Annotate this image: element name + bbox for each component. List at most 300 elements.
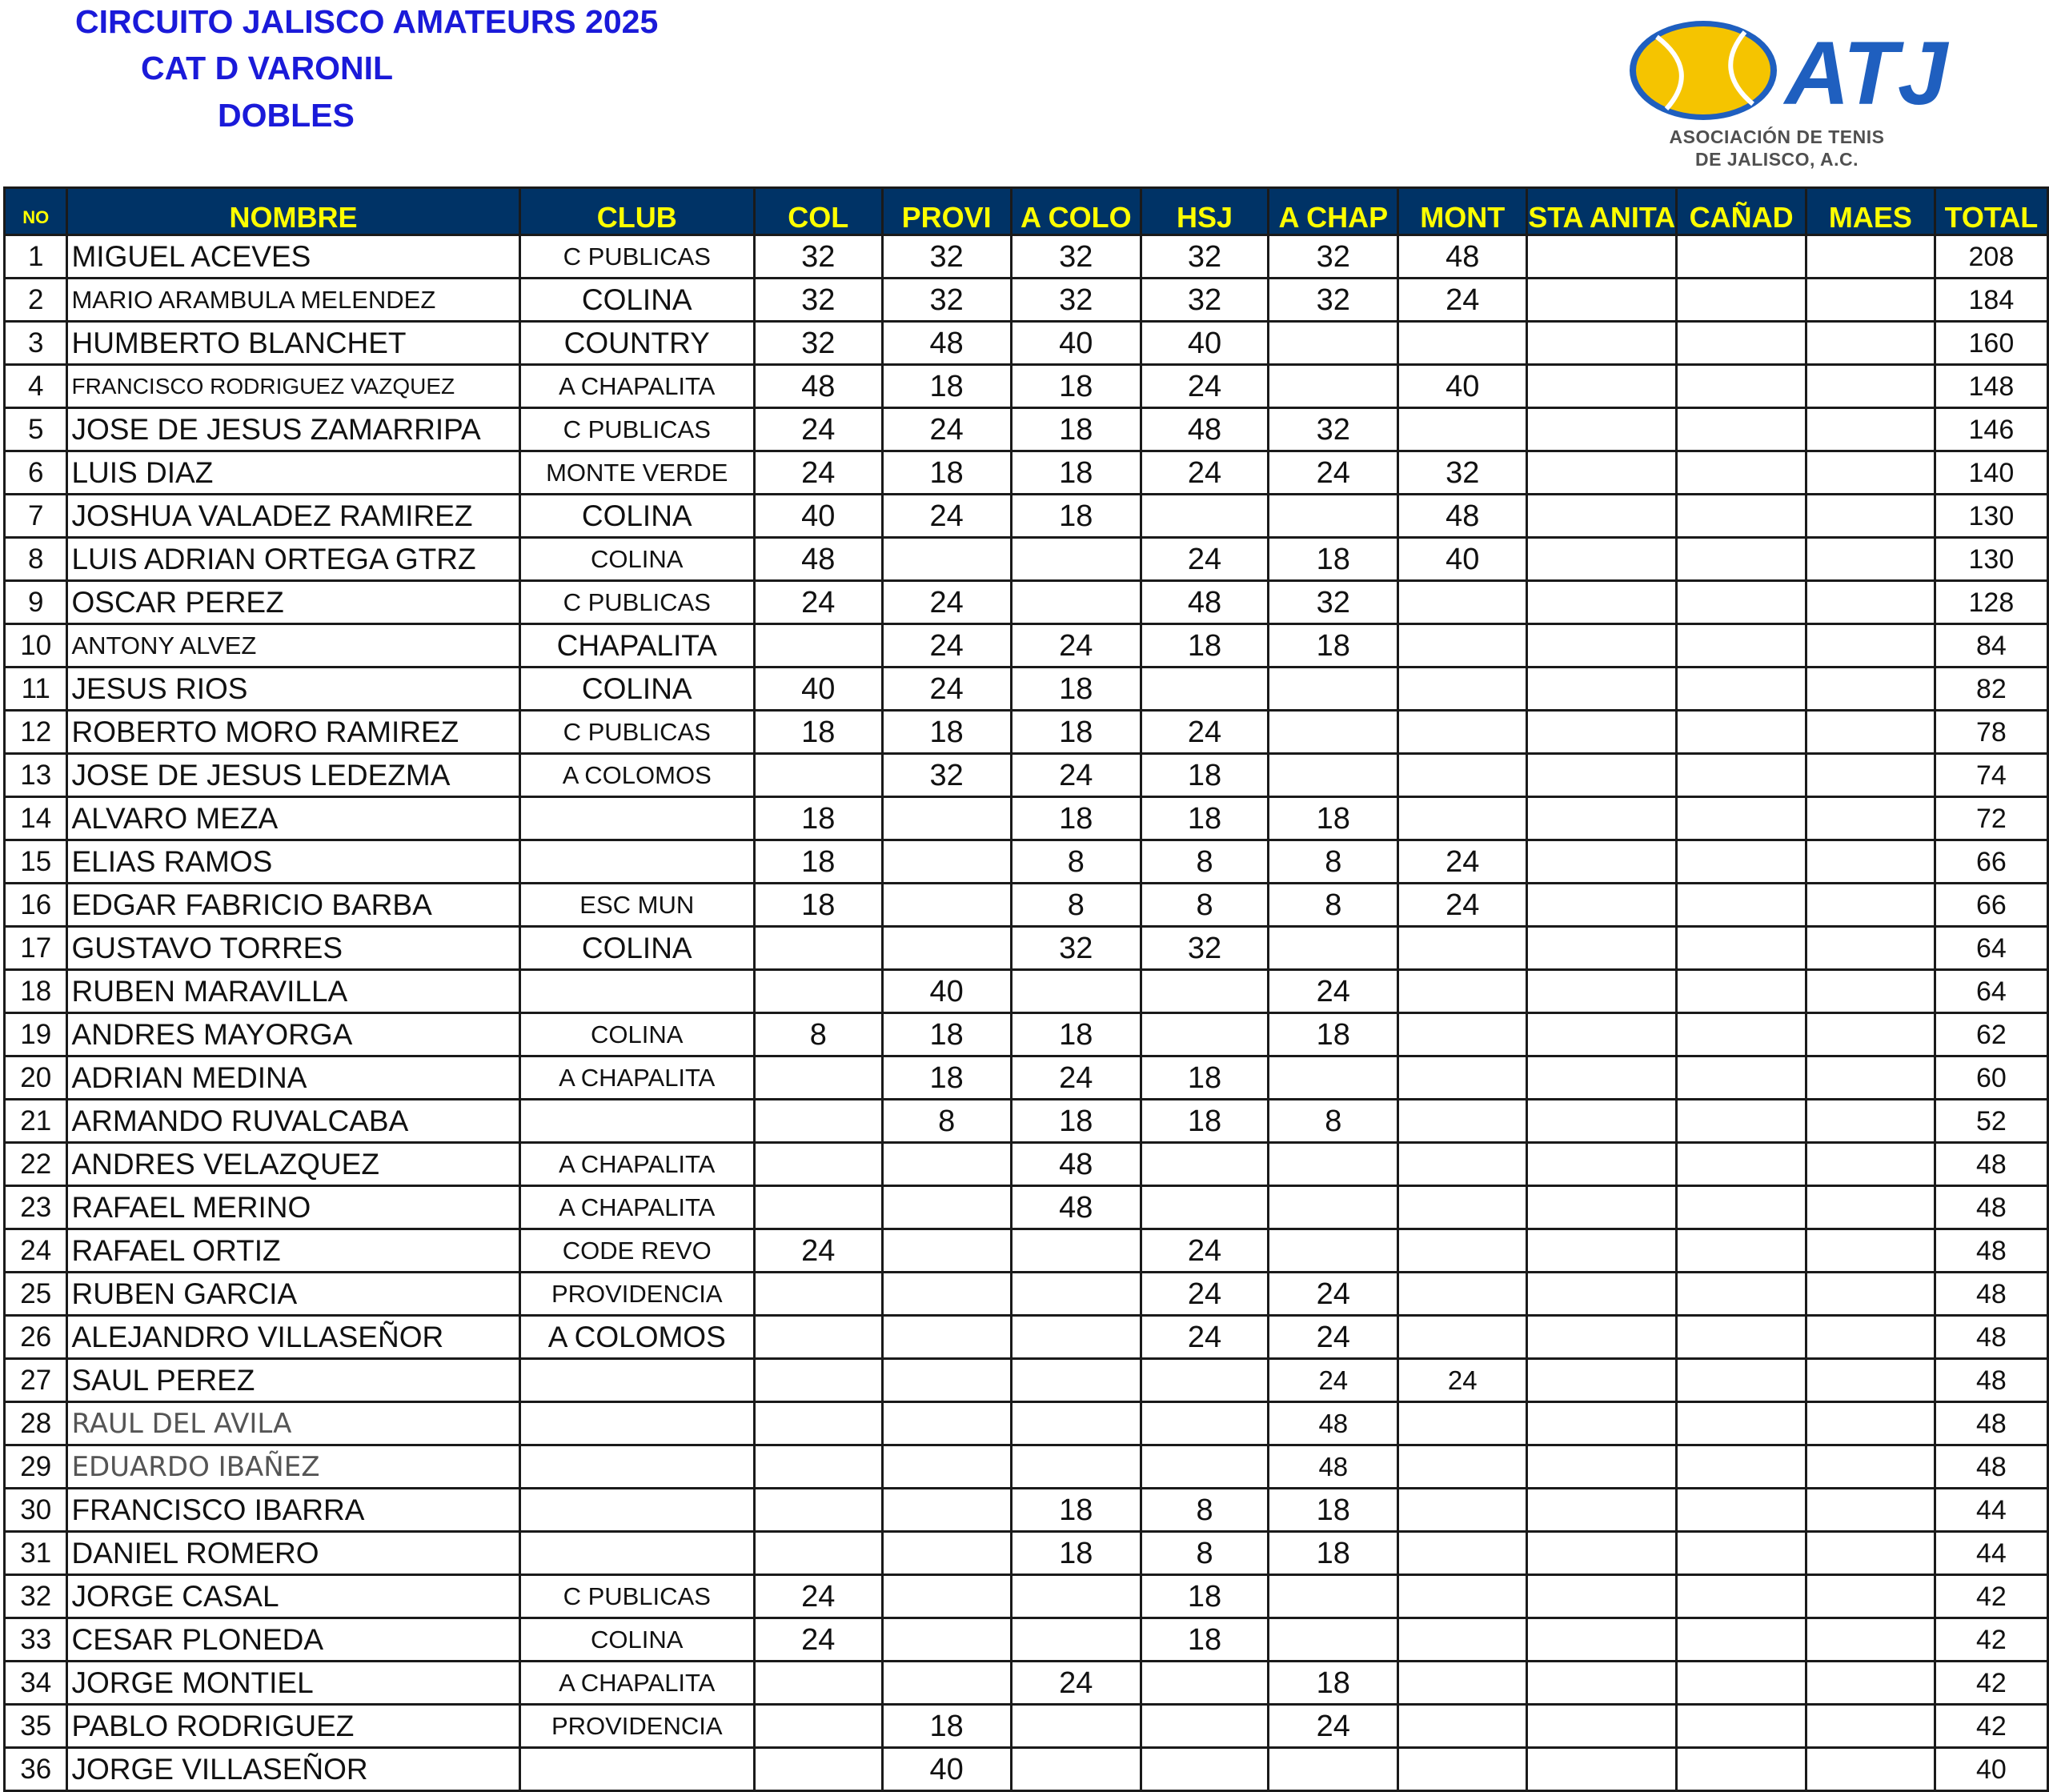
maes-cell bbox=[1806, 279, 1935, 322]
provi-cell bbox=[882, 1532, 1011, 1575]
mont-cell bbox=[1398, 1532, 1527, 1575]
maes-cell bbox=[1806, 1359, 1935, 1402]
provi-cell bbox=[882, 1359, 1011, 1402]
sta-anita-cell bbox=[1527, 1489, 1677, 1532]
a-chap-cell: 24 bbox=[1269, 1705, 1398, 1748]
hsj-cell bbox=[1141, 1143, 1268, 1186]
a-colo-cell bbox=[1011, 1618, 1141, 1662]
total-cell: 48 bbox=[1935, 1229, 2047, 1273]
no-cell: 32 bbox=[5, 1575, 67, 1618]
no-cell: 15 bbox=[5, 840, 67, 884]
total-cell: 48 bbox=[1935, 1186, 2047, 1229]
table-row bbox=[5, 884, 2048, 927]
col-cell bbox=[754, 927, 882, 970]
total-cell: 128 bbox=[1935, 581, 2047, 624]
a-colo-cell: 32 bbox=[1011, 235, 1141, 279]
sta-anita-cell bbox=[1527, 451, 1677, 495]
col-header-canad: CAÑAD bbox=[1677, 188, 1806, 235]
total-cell: 48 bbox=[1935, 1359, 2047, 1402]
hsj-cell: 8 bbox=[1141, 1532, 1268, 1575]
maes-cell bbox=[1806, 408, 1935, 451]
no-cell: 31 bbox=[5, 1532, 67, 1575]
canad-cell bbox=[1677, 408, 1806, 451]
hsj-cell bbox=[1141, 1013, 1268, 1056]
maes-cell bbox=[1806, 1748, 1935, 1791]
canad-cell bbox=[1677, 1445, 1806, 1489]
total-cell: 78 bbox=[1935, 711, 2047, 754]
maes-cell bbox=[1806, 970, 1935, 1013]
total-cell: 66 bbox=[1935, 884, 2047, 927]
provi-cell bbox=[882, 884, 1011, 927]
provi-cell: 24 bbox=[882, 581, 1011, 624]
no-cell: 19 bbox=[5, 1013, 67, 1056]
provi-cell: 40 bbox=[882, 970, 1011, 1013]
maes-cell bbox=[1806, 1705, 1935, 1748]
a-colo-cell: 48 bbox=[1011, 1186, 1141, 1229]
maes-cell bbox=[1806, 495, 1935, 538]
a-chap-cell bbox=[1269, 1575, 1398, 1618]
table-row bbox=[5, 1618, 2048, 1662]
no-cell: 24 bbox=[5, 1229, 67, 1273]
a-chap-cell: 18 bbox=[1269, 538, 1398, 581]
sta-anita-cell bbox=[1527, 970, 1677, 1013]
col-cell bbox=[754, 1662, 882, 1705]
club-cell: A CHAPALITA bbox=[519, 1143, 754, 1186]
col-cell: 48 bbox=[754, 365, 882, 408]
total-cell: 44 bbox=[1935, 1489, 2047, 1532]
maes-cell bbox=[1806, 365, 1935, 408]
sta-anita-cell bbox=[1527, 1402, 1677, 1445]
col-cell bbox=[754, 1402, 882, 1445]
mont-cell bbox=[1398, 1489, 1527, 1532]
col-cell bbox=[754, 1532, 882, 1575]
col-cell: 24 bbox=[754, 1618, 882, 1662]
total-cell: 48 bbox=[1935, 1273, 2047, 1316]
col-cell: 24 bbox=[754, 408, 882, 451]
hsj-cell bbox=[1141, 1186, 1268, 1229]
col-header-hsj: HSJ bbox=[1141, 188, 1268, 235]
col-cell bbox=[754, 1143, 882, 1186]
canad-cell bbox=[1677, 1143, 1806, 1186]
name-cell: ADRIAN MEDINA bbox=[67, 1056, 519, 1100]
name-cell: RUBEN GARCIA bbox=[67, 1273, 519, 1316]
maes-cell bbox=[1806, 322, 1935, 365]
club-cell: CHAPALITA bbox=[519, 624, 754, 667]
sta-anita-cell bbox=[1527, 408, 1677, 451]
col-header-sta-anita: STA ANITA bbox=[1527, 188, 1677, 235]
canad-cell bbox=[1677, 1705, 1806, 1748]
no-cell: 14 bbox=[5, 797, 67, 840]
provi-cell bbox=[882, 1618, 1011, 1662]
provi-cell bbox=[882, 840, 1011, 884]
club-cell: C PUBLICAS bbox=[519, 1575, 754, 1618]
sta-anita-cell bbox=[1527, 1575, 1677, 1618]
name-cell: LUIS DIAZ bbox=[67, 451, 519, 495]
mont-cell bbox=[1398, 667, 1527, 711]
col-cell: 18 bbox=[754, 840, 882, 884]
maes-cell bbox=[1806, 1273, 1935, 1316]
hsj-cell: 40 bbox=[1141, 322, 1268, 365]
mont-cell: 40 bbox=[1398, 538, 1527, 581]
club-cell bbox=[519, 1100, 754, 1143]
table-row bbox=[5, 1532, 2048, 1575]
maes-cell bbox=[1806, 1316, 1935, 1359]
provi-cell: 32 bbox=[882, 235, 1011, 279]
col-cell bbox=[754, 754, 882, 797]
mont-cell bbox=[1398, 711, 1527, 754]
col-header-a-colo: A COLO bbox=[1011, 188, 1141, 235]
logo-text-line-2: DE JALISCO, A.C. bbox=[1695, 149, 1859, 170]
hsj-cell: 32 bbox=[1141, 235, 1268, 279]
table-row bbox=[5, 322, 2048, 365]
mont-cell bbox=[1398, 1013, 1527, 1056]
maes-cell bbox=[1806, 1532, 1935, 1575]
a-colo-cell: 8 bbox=[1011, 884, 1141, 927]
mont-cell: 32 bbox=[1398, 451, 1527, 495]
club-cell bbox=[519, 1489, 754, 1532]
no-cell: 1 bbox=[5, 235, 67, 279]
col-cell: 40 bbox=[754, 495, 882, 538]
hsj-cell bbox=[1141, 1402, 1268, 1445]
no-cell: 10 bbox=[5, 624, 67, 667]
a-chap-cell bbox=[1269, 667, 1398, 711]
name-cell: ELIAS RAMOS bbox=[67, 840, 519, 884]
total-cell: 66 bbox=[1935, 840, 2047, 884]
a-chap-cell bbox=[1269, 711, 1398, 754]
sta-anita-cell bbox=[1527, 1013, 1677, 1056]
a-chap-cell: 24 bbox=[1269, 1359, 1398, 1402]
name-cell: PABLO RODRIGUEZ bbox=[67, 1705, 519, 1748]
col-cell bbox=[754, 1316, 882, 1359]
a-colo-cell: 18 bbox=[1011, 1013, 1141, 1056]
club-cell: COLINA bbox=[519, 538, 754, 581]
provi-cell bbox=[882, 1316, 1011, 1359]
a-chap-cell: 24 bbox=[1269, 1273, 1398, 1316]
name-cell: RUBEN MARAVILLA bbox=[67, 970, 519, 1013]
title-line-2: CAT D VARONIL bbox=[141, 50, 394, 86]
maes-cell bbox=[1806, 1013, 1935, 1056]
table-row bbox=[5, 495, 2048, 538]
total-cell: 42 bbox=[1935, 1575, 2047, 1618]
club-cell: C PUBLICAS bbox=[519, 235, 754, 279]
atj-logo bbox=[1625, 14, 1948, 174]
club-cell: PROVIDENCIA bbox=[519, 1705, 754, 1748]
name-cell: MARIO ARAMBULA MELENDEZ bbox=[67, 279, 519, 322]
total-cell: 40 bbox=[1935, 1748, 2047, 1791]
total-cell: 44 bbox=[1935, 1532, 2047, 1575]
a-colo-cell bbox=[1011, 1359, 1141, 1402]
total-cell: 84 bbox=[1935, 624, 2047, 667]
no-cell: 35 bbox=[5, 1705, 67, 1748]
hsj-cell: 18 bbox=[1141, 624, 1268, 667]
a-colo-cell bbox=[1011, 1575, 1141, 1618]
sta-anita-cell bbox=[1527, 1748, 1677, 1791]
col-header-no: NO bbox=[5, 188, 67, 235]
a-chap-cell: 8 bbox=[1269, 884, 1398, 927]
name-cell: OSCAR PEREZ bbox=[67, 581, 519, 624]
sta-anita-cell bbox=[1527, 711, 1677, 754]
sta-anita-cell bbox=[1527, 279, 1677, 322]
a-colo-cell bbox=[1011, 1705, 1141, 1748]
club-cell: COLINA bbox=[519, 495, 754, 538]
a-colo-cell: 24 bbox=[1011, 1662, 1141, 1705]
col-header-mont: MONT bbox=[1398, 188, 1527, 235]
total-cell: 160 bbox=[1935, 322, 2047, 365]
table-row bbox=[5, 235, 2048, 279]
no-cell: 26 bbox=[5, 1316, 67, 1359]
col-header-provi: PROVI bbox=[882, 188, 1011, 235]
club-cell: C PUBLICAS bbox=[519, 711, 754, 754]
name-cell: JORGE CASAL bbox=[67, 1575, 519, 1618]
mont-cell bbox=[1398, 1273, 1527, 1316]
hsj-cell: 8 bbox=[1141, 884, 1268, 927]
hsj-cell bbox=[1141, 1445, 1268, 1489]
total-cell: 48 bbox=[1935, 1402, 2047, 1445]
col-cell bbox=[754, 1705, 882, 1748]
total-cell: 140 bbox=[1935, 451, 2047, 495]
mont-cell bbox=[1398, 754, 1527, 797]
hsj-cell bbox=[1141, 1359, 1268, 1402]
provi-cell bbox=[882, 1489, 1011, 1532]
a-chap-cell: 8 bbox=[1269, 1100, 1398, 1143]
sta-anita-cell bbox=[1527, 624, 1677, 667]
no-cell: 27 bbox=[5, 1359, 67, 1402]
a-chap-cell bbox=[1269, 1618, 1398, 1662]
mont-cell bbox=[1398, 1229, 1527, 1273]
mont-cell: 48 bbox=[1398, 235, 1527, 279]
hsj-cell: 18 bbox=[1141, 1100, 1268, 1143]
a-chap-cell bbox=[1269, 1229, 1398, 1273]
maes-cell bbox=[1806, 1143, 1935, 1186]
provi-cell bbox=[882, 1662, 1011, 1705]
a-colo-cell bbox=[1011, 1229, 1141, 1273]
a-colo-cell: 18 bbox=[1011, 1532, 1141, 1575]
sta-anita-cell bbox=[1527, 581, 1677, 624]
a-colo-cell bbox=[1011, 1316, 1141, 1359]
sta-anita-cell bbox=[1527, 840, 1677, 884]
no-cell: 30 bbox=[5, 1489, 67, 1532]
a-colo-cell: 8 bbox=[1011, 840, 1141, 884]
a-colo-cell: 18 bbox=[1011, 1100, 1141, 1143]
logo-wordmark bbox=[1782, 23, 1950, 123]
club-cell bbox=[519, 1445, 754, 1489]
total-cell: 74 bbox=[1935, 754, 2047, 797]
mont-cell bbox=[1398, 624, 1527, 667]
sta-anita-cell bbox=[1527, 1100, 1677, 1143]
sta-anita-cell bbox=[1527, 1705, 1677, 1748]
hsj-cell: 24 bbox=[1141, 1316, 1268, 1359]
svg-text:ATJ: ATJ bbox=[1785, 23, 1948, 123]
canad-cell bbox=[1677, 711, 1806, 754]
a-chap-cell bbox=[1269, 754, 1398, 797]
sta-anita-cell bbox=[1527, 797, 1677, 840]
no-cell: 18 bbox=[5, 970, 67, 1013]
total-cell: 48 bbox=[1935, 1316, 2047, 1359]
col-cell bbox=[754, 1489, 882, 1532]
hsj-cell: 32 bbox=[1141, 927, 1268, 970]
no-cell: 12 bbox=[5, 711, 67, 754]
provi-cell: 18 bbox=[882, 1056, 1011, 1100]
name-cell: HUMBERTO BLANCHET bbox=[67, 322, 519, 365]
sta-anita-cell bbox=[1527, 365, 1677, 408]
provi-cell: 24 bbox=[882, 408, 1011, 451]
a-chap-cell: 18 bbox=[1269, 797, 1398, 840]
table-row bbox=[5, 1229, 2048, 1273]
provi-cell: 40 bbox=[882, 1748, 1011, 1791]
col-cell: 18 bbox=[754, 711, 882, 754]
col-cell: 48 bbox=[754, 538, 882, 581]
a-colo-cell: 18 bbox=[1011, 365, 1141, 408]
mont-cell bbox=[1398, 1143, 1527, 1186]
table-row bbox=[5, 1316, 2048, 1359]
provi-cell: 18 bbox=[882, 1705, 1011, 1748]
mont-cell bbox=[1398, 581, 1527, 624]
club-cell bbox=[519, 970, 754, 1013]
a-chap-cell bbox=[1269, 322, 1398, 365]
a-chap-cell: 18 bbox=[1269, 1662, 1398, 1705]
canad-cell bbox=[1677, 322, 1806, 365]
canad-cell bbox=[1677, 840, 1806, 884]
canad-cell bbox=[1677, 667, 1806, 711]
maes-cell bbox=[1806, 235, 1935, 279]
col-cell: 18 bbox=[754, 884, 882, 927]
table-row bbox=[5, 754, 2048, 797]
no-cell: 17 bbox=[5, 927, 67, 970]
hsj-cell: 18 bbox=[1141, 754, 1268, 797]
sta-anita-cell bbox=[1527, 1618, 1677, 1662]
sta-anita-cell bbox=[1527, 1532, 1677, 1575]
no-cell: 13 bbox=[5, 754, 67, 797]
name-cell: RAFAEL MERINO bbox=[67, 1186, 519, 1229]
canad-cell bbox=[1677, 1402, 1806, 1445]
sta-anita-cell bbox=[1527, 1186, 1677, 1229]
canad-cell bbox=[1677, 927, 1806, 970]
name-cell: ANDRES VELAZQUEZ bbox=[67, 1143, 519, 1186]
sta-anita-cell bbox=[1527, 1143, 1677, 1186]
col-cell: 40 bbox=[754, 667, 882, 711]
sta-anita-cell bbox=[1527, 927, 1677, 970]
name-cell: FRANCISCO IBARRA bbox=[67, 1489, 519, 1532]
total-cell: 48 bbox=[1935, 1143, 2047, 1186]
hsj-cell: 18 bbox=[1141, 1056, 1268, 1100]
table-row bbox=[5, 1013, 2048, 1056]
col-cell bbox=[754, 1748, 882, 1791]
hsj-cell: 24 bbox=[1141, 711, 1268, 754]
mont-cell bbox=[1398, 1748, 1527, 1791]
club-cell: PROVIDENCIA bbox=[519, 1273, 754, 1316]
total-cell: 72 bbox=[1935, 797, 2047, 840]
maes-cell bbox=[1806, 1575, 1935, 1618]
hsj-cell: 8 bbox=[1141, 1489, 1268, 1532]
name-cell: RAUL DEL AVILA bbox=[67, 1402, 519, 1445]
canad-cell bbox=[1677, 1662, 1806, 1705]
canad-cell bbox=[1677, 1575, 1806, 1618]
no-cell: 8 bbox=[5, 538, 67, 581]
mont-cell: 24 bbox=[1398, 840, 1527, 884]
a-colo-cell: 18 bbox=[1011, 451, 1141, 495]
col-cell bbox=[754, 1100, 882, 1143]
tennis-ball-logo-icon bbox=[1625, 14, 1948, 126]
a-chap-cell bbox=[1269, 365, 1398, 408]
a-colo-cell bbox=[1011, 1748, 1141, 1791]
name-cell: RAFAEL ORTIZ bbox=[67, 1229, 519, 1273]
hsj-cell: 24 bbox=[1141, 538, 1268, 581]
a-chap-cell: 32 bbox=[1269, 279, 1398, 322]
col-header-a-chap: A CHAP bbox=[1269, 188, 1398, 235]
total-cell: 42 bbox=[1935, 1618, 2047, 1662]
sta-anita-cell bbox=[1527, 322, 1677, 365]
col-cell bbox=[754, 1186, 882, 1229]
a-colo-cell: 40 bbox=[1011, 322, 1141, 365]
table-row bbox=[5, 581, 2048, 624]
provi-cell: 32 bbox=[882, 754, 1011, 797]
col-cell: 24 bbox=[754, 1575, 882, 1618]
table-row bbox=[5, 797, 2048, 840]
club-cell: ESC MUN bbox=[519, 884, 754, 927]
name-cell: CESAR PLONEDA bbox=[67, 1618, 519, 1662]
provi-cell bbox=[882, 1186, 1011, 1229]
table-row bbox=[5, 1186, 2048, 1229]
table-row bbox=[5, 1143, 2048, 1186]
total-cell: 208 bbox=[1935, 235, 2047, 279]
canad-cell bbox=[1677, 1273, 1806, 1316]
mont-cell bbox=[1398, 1316, 1527, 1359]
col-cell: 24 bbox=[754, 1229, 882, 1273]
club-cell bbox=[519, 1359, 754, 1402]
name-cell: JESUS RIOS bbox=[67, 667, 519, 711]
hsj-cell: 18 bbox=[1141, 1618, 1268, 1662]
a-chap-cell bbox=[1269, 927, 1398, 970]
name-cell: GUSTAVO TORRES bbox=[67, 927, 519, 970]
maes-cell bbox=[1806, 1186, 1935, 1229]
table-row bbox=[5, 624, 2048, 667]
table-body bbox=[5, 235, 2048, 1791]
canad-cell bbox=[1677, 1056, 1806, 1100]
maes-cell bbox=[1806, 797, 1935, 840]
club-cell: COUNTRY bbox=[519, 322, 754, 365]
a-chap-cell: 32 bbox=[1269, 408, 1398, 451]
mont-cell bbox=[1398, 1100, 1527, 1143]
maes-cell bbox=[1806, 1402, 1935, 1445]
no-cell: 34 bbox=[5, 1662, 67, 1705]
mont-cell: 24 bbox=[1398, 279, 1527, 322]
mont-cell bbox=[1398, 927, 1527, 970]
total-cell: 52 bbox=[1935, 1100, 2047, 1143]
table-row bbox=[5, 1748, 2048, 1791]
no-cell: 28 bbox=[5, 1402, 67, 1445]
mont-cell bbox=[1398, 1662, 1527, 1705]
sta-anita-cell bbox=[1527, 1662, 1677, 1705]
sta-anita-cell bbox=[1527, 235, 1677, 279]
maes-cell bbox=[1806, 711, 1935, 754]
title-line-1: CIRCUITO JALISCO AMATEURS 2025 bbox=[75, 3, 659, 40]
provi-cell: 18 bbox=[882, 711, 1011, 754]
no-cell: 11 bbox=[5, 667, 67, 711]
name-cell: JOSHUA VALADEZ RAMIREZ bbox=[67, 495, 519, 538]
a-colo-cell: 18 bbox=[1011, 667, 1141, 711]
canad-cell bbox=[1677, 1748, 1806, 1791]
col-cell: 32 bbox=[754, 322, 882, 365]
a-colo-cell: 18 bbox=[1011, 408, 1141, 451]
total-cell: 62 bbox=[1935, 1013, 2047, 1056]
a-chap-cell: 18 bbox=[1269, 1489, 1398, 1532]
maes-cell bbox=[1806, 1229, 1935, 1273]
table-row bbox=[5, 711, 2048, 754]
name-cell: LUIS ADRIAN ORTEGA GTRZ bbox=[67, 538, 519, 581]
provi-cell: 18 bbox=[882, 1013, 1011, 1056]
no-cell: 3 bbox=[5, 322, 67, 365]
club-cell: A CHAPALITA bbox=[519, 1186, 754, 1229]
